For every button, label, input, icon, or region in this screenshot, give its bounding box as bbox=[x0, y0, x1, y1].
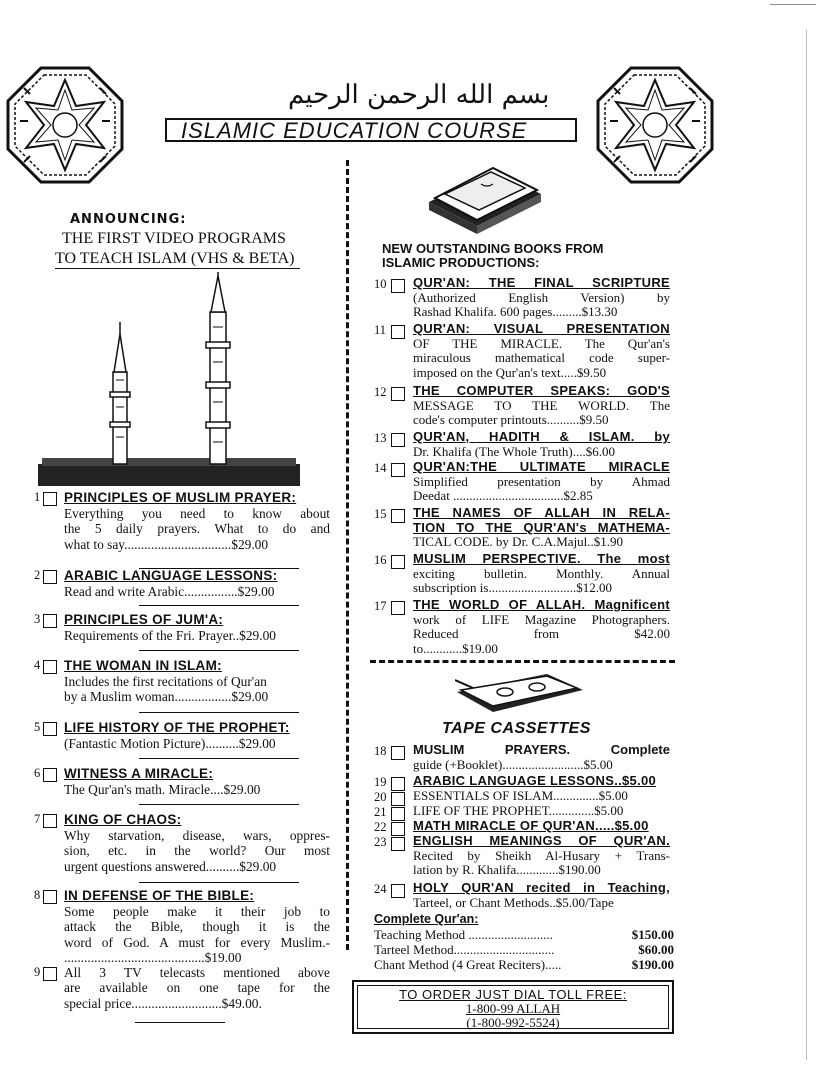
toll-free-number-digits[interactable]: (1-800-992-5524) bbox=[466, 1015, 560, 1030]
tape-cassettes-heading: TAPE CASSETTES bbox=[442, 720, 591, 737]
order-checkbox[interactable] bbox=[391, 387, 405, 401]
order-checkbox[interactable] bbox=[391, 279, 405, 293]
star-medallion-left-icon bbox=[6, 66, 124, 184]
item-title: PRINCIPLES OF JUM'A: bbox=[64, 612, 224, 627]
order-checkbox[interactable] bbox=[391, 837, 405, 851]
book-stack-icon bbox=[425, 160, 545, 236]
price-row: Teaching Method .......................... $150.00 bbox=[374, 927, 674, 942]
toll-free-number[interactable]: 1-800-99 ALLAH bbox=[465, 1001, 561, 1016]
star-medallion-right-icon bbox=[596, 66, 714, 184]
scan-mark-top bbox=[770, 4, 816, 5]
order-checkbox[interactable] bbox=[391, 777, 405, 791]
order-checkbox[interactable] bbox=[43, 814, 57, 828]
item-number: 9 bbox=[34, 965, 41, 979]
complete-quran-pricing bbox=[374, 912, 674, 972]
column-divider bbox=[346, 160, 349, 950]
item-description: Includes the first recitations of Qur'an by a Muslim woman.................$29.00 bbox=[64, 674, 269, 705]
order-checkbox[interactable] bbox=[43, 492, 57, 506]
item-title: THE WOMAN IN ISLAM: bbox=[64, 658, 222, 673]
price-row: Tarteel Method............................... $60.00 bbox=[374, 942, 674, 957]
order-checkbox[interactable] bbox=[391, 325, 405, 339]
complete-quran-heading: Complete Qur'an: bbox=[374, 912, 479, 926]
order-checkbox[interactable] bbox=[391, 746, 405, 760]
item-number: 3 bbox=[34, 612, 41, 626]
section-divider bbox=[370, 660, 675, 663]
order-checkbox[interactable] bbox=[43, 570, 57, 584]
order-checkbox[interactable] bbox=[391, 884, 405, 898]
announcing-label: ANNOUNCING: bbox=[70, 212, 187, 227]
item-description: Why starvation, disease, wars, oppres- sion, etc. in the world? Our most urgent questions answered..........$29.00 bbox=[64, 828, 330, 874]
order-checkbox[interactable] bbox=[391, 509, 405, 523]
item-description: Everything you need to know about the 5 daily prayers. What to do and what to say................................$29.00 bbox=[64, 506, 330, 552]
item-description: (Fantastic Motion Picture)..........$29.00 bbox=[64, 736, 276, 751]
order-checkbox[interactable] bbox=[43, 722, 57, 736]
order-instruction: TO ORDER JUST DIAL TOLL FREE: bbox=[399, 987, 627, 1002]
order-checkbox[interactable] bbox=[391, 822, 405, 836]
item-number: 2 bbox=[34, 568, 41, 582]
scan-edge-line bbox=[806, 30, 807, 1060]
page-title: ISLAMIC EDUCATION COURSE bbox=[181, 118, 528, 143]
item-title: WITNESS A MIRACLE: bbox=[64, 766, 214, 781]
order-checkbox[interactable] bbox=[391, 601, 405, 615]
bismillah-calligraphy: بسم الله الرحمن الرحيم bbox=[288, 80, 550, 110]
order-checkbox[interactable] bbox=[43, 967, 57, 981]
order-box bbox=[352, 980, 674, 1034]
video-headline-line1: THE FIRST VIDEO PROGRAMS bbox=[62, 230, 286, 247]
order-checkbox[interactable] bbox=[391, 433, 405, 447]
item-number: 1 bbox=[34, 490, 41, 504]
video-headline-line2: TO TEACH ISLAM (VHS & BETA) bbox=[55, 250, 295, 267]
item-title: ARABIC LANGUAGE LESSONS: bbox=[64, 568, 278, 583]
order-checkbox[interactable] bbox=[391, 463, 405, 477]
item-number: 6 bbox=[34, 766, 41, 780]
order-checkbox[interactable] bbox=[43, 768, 57, 782]
item-title: IN DEFENSE OF THE BIBLE: bbox=[64, 888, 255, 903]
item-description: Read and write Arabic................$29.00 bbox=[64, 584, 275, 599]
order-checkbox[interactable] bbox=[43, 890, 57, 904]
item-description: Requirements of the Fri. Prayer..$29.00 bbox=[64, 628, 276, 643]
item-number: 5 bbox=[34, 720, 41, 734]
order-checkbox[interactable] bbox=[391, 555, 405, 569]
item-number: 4 bbox=[34, 658, 41, 672]
item-number: 7 bbox=[34, 812, 41, 826]
item-description: Some people make it their job to attack the Bible, though it is the word of God. A must for every Muslim.- ..........................................$19.00 bbox=[64, 904, 330, 965]
order-checkbox[interactable] bbox=[43, 614, 57, 628]
page-title-box bbox=[165, 118, 577, 142]
price-row: Chant Method (4 Great Reciters)..... $190.00 bbox=[374, 957, 674, 972]
mosque-minarets-icon bbox=[38, 272, 300, 486]
cassette-tape-icon bbox=[455, 672, 585, 716]
books-heading: NEW OUTSTANDING BOOKS FROM ISLAMIC PRODUCTIONS: bbox=[382, 241, 604, 270]
order-checkbox[interactable] bbox=[391, 792, 405, 806]
item-description: All 3 TV telecasts mentioned above are available on one tape for the special price...........................$49.00. bbox=[64, 965, 330, 1011]
item-title: PRINCIPLES OF MUSLIM PRAYER: bbox=[64, 490, 297, 505]
order-checkbox[interactable] bbox=[43, 660, 57, 674]
item-title: KING OF CHAOS: bbox=[64, 812, 182, 827]
order-checkbox[interactable] bbox=[391, 807, 405, 821]
item-number: 8 bbox=[34, 888, 41, 902]
item-title: LIFE HISTORY OF THE PROPHET: bbox=[64, 720, 290, 735]
item-description: The Qur'an's math. Miracle....$29.00 bbox=[64, 782, 261, 797]
